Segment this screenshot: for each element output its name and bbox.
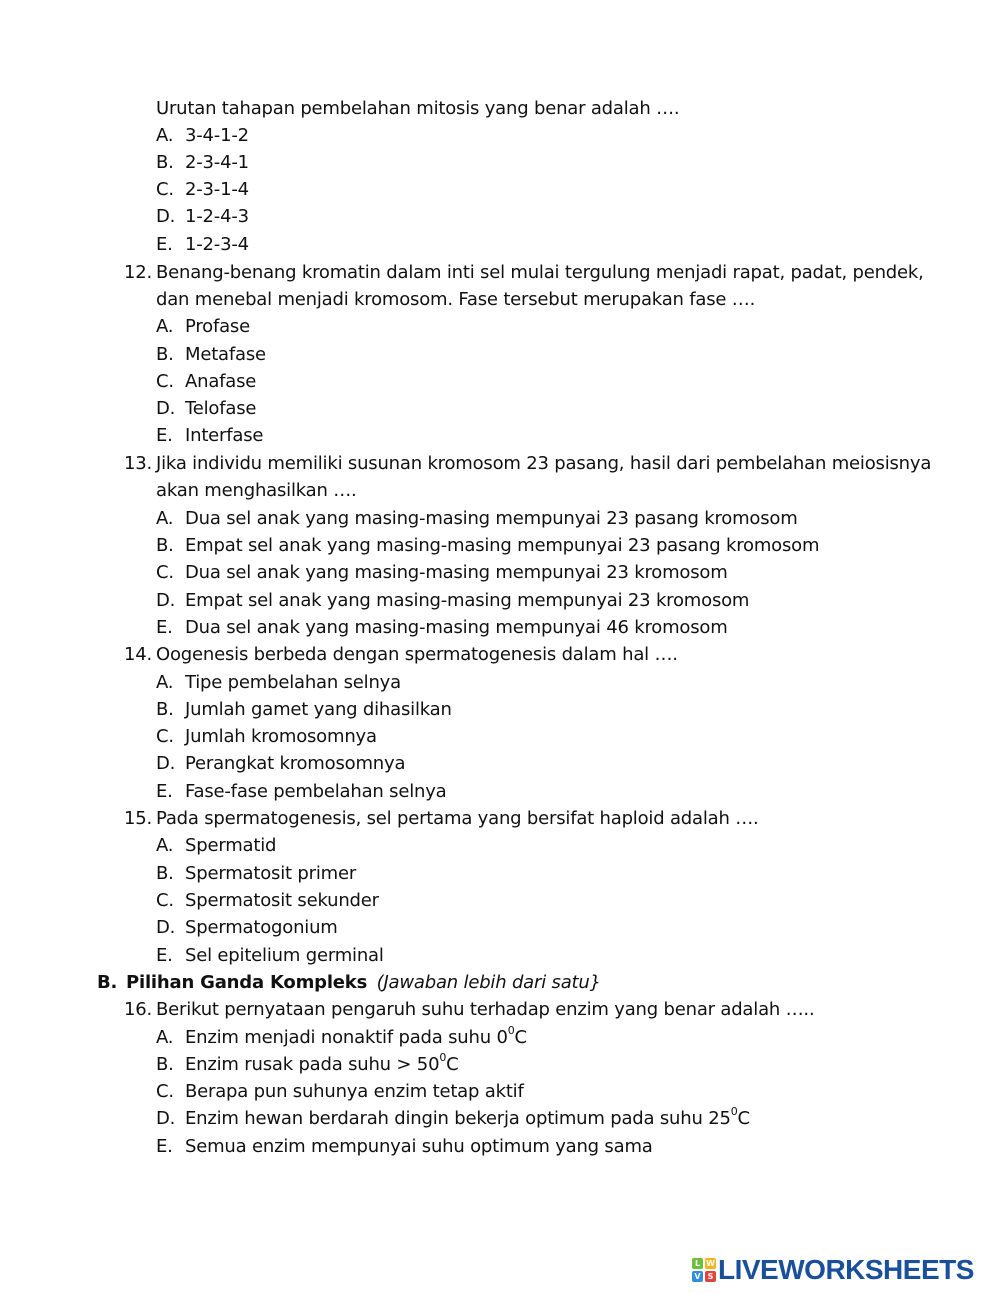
- question-13-number: 13.: [124, 453, 153, 474]
- question-16-number: 16.: [124, 999, 153, 1020]
- question-11-stem: Urutan tahapan pembelahan mitosis yang benar adalah ….: [156, 98, 680, 119]
- liveworksheets-logo: [692, 1255, 974, 1285]
- liveworksheets-logo-text: LIVEWORKSHEETS: [718, 1254, 974, 1285]
- logo-tile-blue: V: [692, 1271, 703, 1282]
- question-12-stem-line2: dan menebal menjadi kromosom. Fase tersebut merupakan fase ….: [156, 289, 756, 310]
- section-b-title: Pilihan Ganda Kompleks: [126, 972, 368, 993]
- question-14-number: 14.: [124, 644, 153, 665]
- section-b-letter: B.: [97, 972, 118, 993]
- section-b-note: (Jawaban lebih dari satu}: [376, 972, 601, 993]
- logo-tile-red: S: [705, 1271, 716, 1282]
- logo-tile-green: L: [692, 1258, 703, 1269]
- question-13-stem-line2: akan menghasilkan ….: [156, 480, 357, 501]
- logo-tile-yellow: W: [706, 1259, 715, 1268]
- question-13-stem-line1: Jika individu memiliki susunan kromosom 23 pasang, hasil dari pembelahan meiosisnya: [156, 453, 932, 474]
- section-b-heading: [126, 971, 601, 995]
- question-12-stem-line1: Benang-benang kromatin dalam inti sel mulai tergulung menjadi rapat, padat, pendek,: [156, 262, 924, 283]
- liveworksheets-logo-icon: [692, 1258, 716, 1282]
- question-16-stem: Berikut pernyataan pengaruh suhu terhadap enzim yang benar adalah …..: [156, 999, 815, 1020]
- question-12-number: 12.: [124, 262, 153, 283]
- question-15-stem: Pada spermatogenesis, sel pertama yang bersifat haploid adalah ….: [156, 808, 759, 829]
- question-15-number: 15.: [124, 808, 153, 829]
- question-14-stem: Oogenesis berbeda dengan spermatogenesis dalam hal ….: [156, 644, 678, 665]
